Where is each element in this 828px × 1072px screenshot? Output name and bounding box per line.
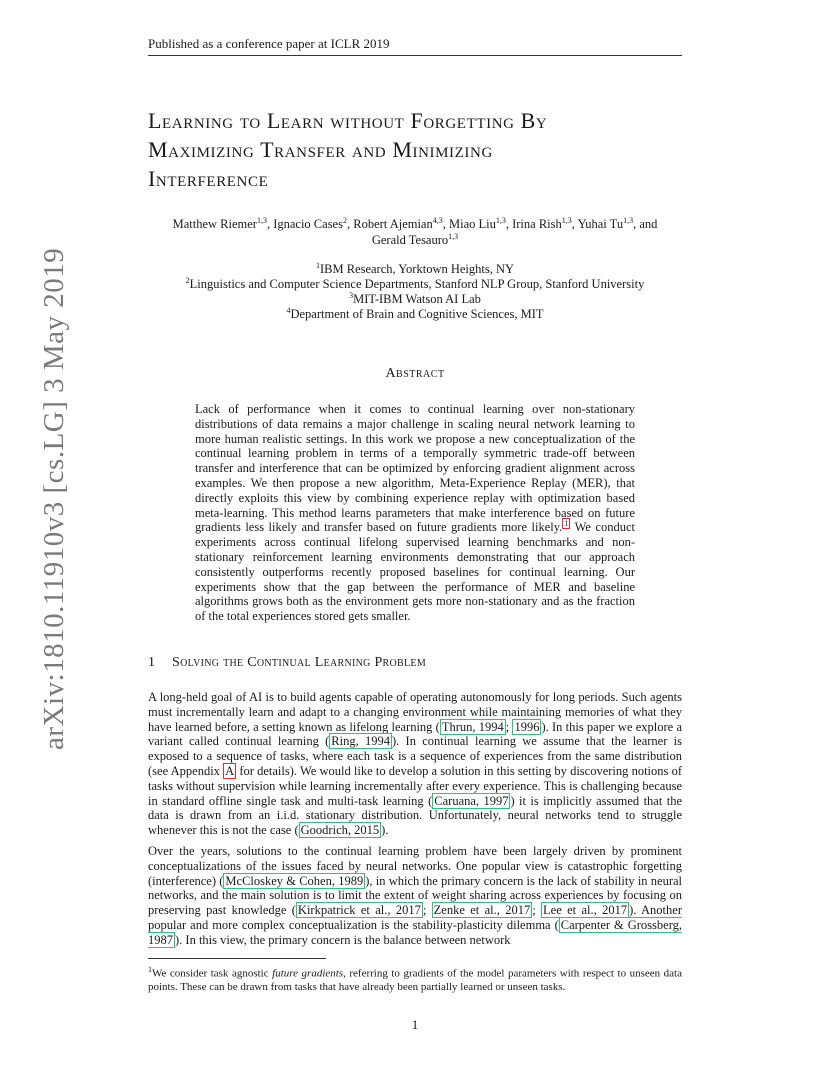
author: Irina Rish$^{1,3}$	[512, 215, 572, 231]
abstract-heading: Abstract	[385, 366, 445, 381]
citation-link[interactable]: Ring, 1994	[331, 734, 390, 749]
affiliation: $^3$MIT-IBM Watson AI Lab	[349, 290, 481, 306]
citation-link[interactable]: Lee et al., 2017	[543, 903, 628, 918]
citation-link[interactable]: Caruana, 1997	[434, 793, 509, 808]
abstract-text: Lack of performance when it comes to continual learning over non-stationary distributions of data remains a major challenge in scaling neural network learning to more human realistic settings. In this work we propose a new conceptualization of the continual learning problem in terms of a temporally symmetric trade-off between transfer and interference that can be optimized by enforcing gradient alignment across examples. We then propose a new algorithm, Meta-Experience Replay (MER), that directly exploits this view by combining experience replay with optimization based meta-learning. This method learns parameters that make interference based on future gradients less likely and transfer based on future gradients more likely. $^1$ We conduct experiments across continual lifelong supervised learning benchmarks and non-stationary reinforcement learning environments demonstrating that our approach consistently outperforms recently proposed baselines for continual learning. Our experiments show that the gap between the performance of MER and baseline algorithms grows both as the environment gets more non-stationary and as the fraction of the total experiences stored gets smaller.	[195, 402, 635, 624]
page-number: 1	[411, 1017, 419, 1032]
title-line-2: Maximizing Transfer and Minimizing	[148, 137, 493, 162]
paragraph: Over the years, solutions to the continual learning problem have been largely driven by prominent conceptualizations of the issues faced by neural networks. One popular view is catastrophic forgetting (interference) ( McCloskey & Cohen, 1989 ), in which the primary concern is the lack of stability in neural networks, and the main solution is to limit the extent of weight sharing across experiences by focusing on preserving past knowledge ( Kirkpatrick et al., 2017 ; Zenke et al., 2017 ; Lee et al., 2017 ). Another popular and more complex conceptualization is the stability-plasticity dilemma ( Carpenter & Grossberg, 1987 ). In this view, the primary concern is the balance between network	[148, 844, 682, 947]
author: Yuhai Tu$^{1,3}$	[577, 215, 634, 231]
citation-link[interactable]: Kirkpatrick et al., 2017	[297, 903, 421, 918]
author: Ignacio Cases$^2$	[273, 215, 347, 231]
section-heading	[148, 655, 682, 671]
footnote-rule	[148, 958, 326, 959]
arxiv-stamp[interactable]: arXiv:1810.11910v3 [cs.LG] 3 May 2019	[38, 247, 70, 750]
footnote-mark: 1	[148, 965, 152, 974]
author: Miao Liu$^{1,3}$	[448, 215, 506, 231]
citation-link[interactable]: Goodrich, 2015	[300, 823, 380, 838]
paragraph: A long-held goal of AI is to build agents capable of operating autonomously for long periods. Such agents must incrementally learn and adapt to a changing environment while maintaining memories of what they have learned before, a setting known as lifelong learning ( Thrun, 1994 ; 1996 ). In this paper we explore a variant called continual learning ( Ring, 1994 ). In continual learning we assume that the learner is exposed to a sequence of tasks, where each task is a sequence of experiences from the same distribution (see Appendix A for details). We would like to develop a solution in this setting by discovering notions of tasks without supervision while learning incrementally after every experience. This is challenging because in standard offline single task and multi-task learning ( Caruana, 1997 ) it is implicitly assumed that the data is drawn from an i.i.d. stationary distribution. Unfortunately, neural networks tend to struggle whenever this is not the case ( Goodrich, 2015 ).	[148, 690, 683, 838]
running-header: Published as a conference paper at ICLR 2019	[148, 36, 682, 56]
citation-link[interactable]: Thrun, 1994	[441, 719, 504, 734]
affiliation: $^1$IBM Research, Yorktown Heights, NY	[315, 260, 515, 276]
citation-link[interactable]: Zenke et al., 2017	[433, 903, 531, 918]
affiliation-list	[148, 262, 682, 322]
citation-link[interactable]: Carpenter & Grossberg, 1987	[148, 917, 682, 947]
section-number: 1	[148, 655, 156, 670]
paper-title	[148, 106, 682, 193]
section-title: Solving the Continual Learning Problem	[172, 655, 427, 670]
citation-link[interactable]: McCloskey & Cohen, 1989	[225, 873, 364, 888]
title-line-1: Learning to Learn without Forgetting By	[148, 108, 548, 133]
appendix-link[interactable]: A	[225, 763, 235, 778]
affiliation: $^2$Linguistics and Computer Science Departments, Stanford NLP Group, Stanford University	[185, 275, 645, 291]
author-list: Matthew Riemer$^{1,3}$, Ignacio Cases$^2$, Robert Ajemian$^{4,3}$, Miao Liu$^{1,3}$, Irina Rish$^{1,3}$, Yuhai Tu$^{1,3}$, and Gerald Tesauro$^{1,3}$	[172, 215, 658, 247]
author: Gerald Tesauro$^{1,3}$	[371, 231, 459, 247]
footnote-link[interactable]: 1	[564, 519, 569, 529]
title-line-3: Interference	[148, 166, 269, 191]
author: Robert Ajemian$^{4,3}$	[353, 215, 443, 231]
author: Matthew Riemer$^{1,3}$	[172, 215, 267, 231]
affiliation: $^4$Department of Brain and Cognitive Sciences, MIT	[286, 305, 544, 321]
citation-link[interactable]: 1996	[514, 719, 540, 734]
footnote: $^1$We consider task agnostic future gradients, referring to gradients of the model parameters with respect to unseen data points. These can be drawn from tasks that have already been partially learned or unseen tasks.	[148, 965, 682, 994]
